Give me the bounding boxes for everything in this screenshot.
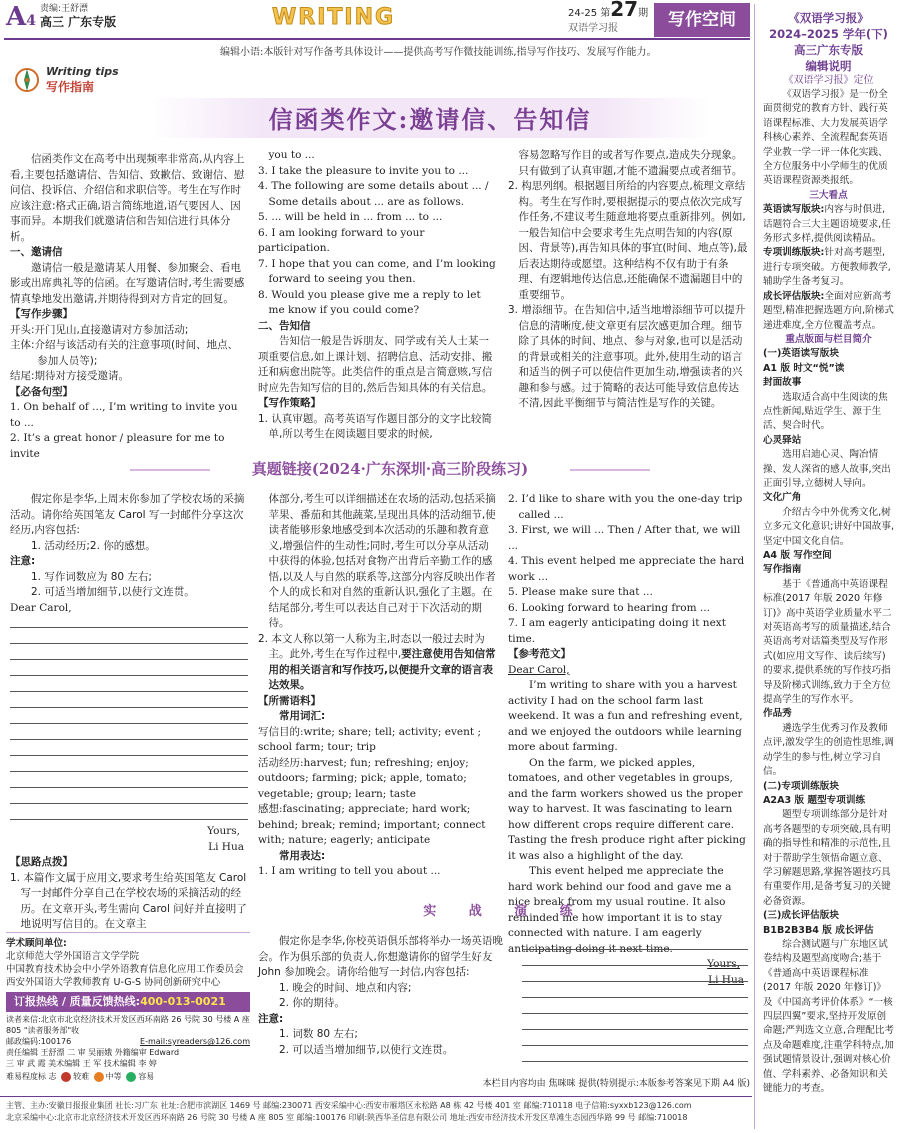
paper-name: 双语学习报 bbox=[568, 23, 618, 34]
highlight-text: 内容与时俱进,话题符合三大主题语境要求,任务形式多样,提供阅读精品。 bbox=[763, 204, 891, 245]
pattern-item: 4. The following are some details about ... / Some details about ... are as follows. bbox=[258, 180, 489, 208]
highlight-text: 针对高考题型,进行专项突破。方便教师教学,辅助学生备考复习。 bbox=[763, 247, 891, 288]
title-banner bbox=[150, 98, 710, 138]
expression-item: 4. This event helped me appreciate the hard work ... bbox=[508, 555, 745, 583]
model-salutation: Dear Carol, bbox=[508, 663, 570, 676]
thinking-continuation: 体部分,考生可以详细描述在农场的活动,包括采摘苹果、番茄和其他蔬菜,呈现出具体的活动细节,使读者能够形象地感受到本次活动的乐趣和教育意义,增强信件的生动性;同时,考生可以分享从活动中获得的体验,包括对食物产出背后辛勤工作的感悟,以及人与自然的联系等,这部分内容反映出作者个人的成长和对自然的重新认识,强化了主题。在结尾部分,考生可以表达自己对于下次活动的期待。 bbox=[268, 493, 496, 629]
task-item: 1. 活动经历;2. 你的感想。 bbox=[31, 539, 156, 552]
highlights-heading: 三大看点 bbox=[809, 189, 848, 201]
expression-item: 2. I’d like to share with you the one-day trip called ... bbox=[508, 493, 743, 521]
page-letter: A bbox=[6, 2, 27, 32]
practice-item: 2. 你的期待。 bbox=[279, 997, 345, 1009]
expression-item: 6. Looking forward to hearing from ... bbox=[508, 601, 710, 614]
steps-heading: 【写作步骤】 bbox=[10, 308, 73, 320]
strategy-item: 3. 增添细节。在告知信中,适当地增添细节可以提升信息的清晰度,使文章更有层次感更加合理。细节除了具体的时间、地点、参与对象,也可以是活动的背景或相关的注意事项。此外,使用生动的语言和适当的例子可以使信件更加生动,增强读者的兴趣和参与感。过于简略的表达可能导致信息传达不清,因此平衡细节与简洁性是写作的关键。 bbox=[508, 304, 746, 409]
model-paragraph: I’m writing to share with you a harvest activity I had on the school farm last weekend. It was a fun and refreshing event, and we enjoyed the outdoors while learning more about farming. bbox=[508, 679, 743, 753]
columns-heading: 重点版面与栏目简介 bbox=[785, 333, 872, 345]
positioning-heading: 《双语学习报》定位 bbox=[783, 75, 874, 86]
advisor-heading: 学术顾问单位: bbox=[6, 938, 67, 949]
column-heading: 作品秀 bbox=[763, 708, 792, 720]
invitation-paragraph: 邀请信一般是邀请某人用餐、参加聚会、看电影或出席典礼等的信函。在写邀请信时,考生需要感情真挚地发出邀请,并期待得到对方肯定的回复。 bbox=[10, 261, 245, 305]
positioning-text: 《双语学习报》是一份全面贯彻党的教育方针、践行英语课程标准、大力发展英语学科核心素养、全流程配套英语学业教一学一评一体化实践、全方位服务中小学师生的优质英语课程资源类报纸。 bbox=[763, 89, 888, 187]
exam-link-band bbox=[120, 456, 660, 484]
step-item: 主体:介绍与该活动有关的注意事项(时间、地点、参加人员等); bbox=[10, 339, 239, 367]
tips-en: Writing tips bbox=[46, 65, 119, 78]
task-prompt: 假定你是李华,上周末你参加了学校农场的采摘活动。请你给英国笔友 Carol 写一封邮件分享这次经历,内容包括: bbox=[10, 493, 245, 536]
expressions-heading: 常用表达: bbox=[279, 849, 326, 862]
issue-suffix: 期 bbox=[638, 8, 649, 19]
footer-line: 北京采编中心:北京市北京经济技术开发区西环南路 26 号院 30 号楼 A 座 805 室 邮编:100176 印刷:陕西华圣信息有限公司 地址:西安市经济技术开发区草滩生态园西华路 99 号 邮编:710018 bbox=[6, 1113, 688, 1122]
highlight-key: 专项训练版块: bbox=[763, 247, 825, 259]
column-2 bbox=[258, 148, 496, 443]
strategy-item: 2. 构思列纲。根据题目所给的内容要点,梳理文章结构。考生在写作时,要根据提示的要点依次完成写作任务,不建议考生随意地将要点重新排列。例如,一般告知信中会要求考生先点明告知的内容(原因、背景等),再告知具体的事宜(时间、地点等),最后表达期待或愿望。这种结构不仅有助于有条理、有逻辑地传达信息,还能确保不遗漏题目中的重要细节。 bbox=[508, 180, 748, 301]
strategy-heading: 【写作策略】 bbox=[258, 397, 321, 409]
column-text: 遴选学生优秀习作及教师点评,激发学生的创造性思维,调动学生的参与性,树立学习自信。 bbox=[763, 722, 894, 778]
task-note: 1. 写作词数应为 80 左右; bbox=[31, 570, 152, 583]
editor-note: 编辑小语:本版针对写作备考具体设计——提供高考写作微技能训练,指导写作技巧、发展写作能力。 bbox=[220, 47, 657, 58]
practice-note: 1. 词数 80 左右; bbox=[279, 1028, 358, 1040]
advisor-unit: 西安外国语大学教师教育 U-G-S 协同创新研究中心 bbox=[6, 977, 221, 988]
medium-icon bbox=[94, 1072, 104, 1082]
compass-icon bbox=[12, 64, 42, 100]
header-rule bbox=[4, 38, 750, 40]
sidebar-heading: 编辑说明 bbox=[805, 59, 852, 73]
postal-code: 邮政编码:100176 bbox=[6, 1037, 72, 1046]
task-note-heading: 注意: bbox=[10, 555, 36, 567]
expression-item: 7. I am eagerly anticipating doing it next time. bbox=[508, 617, 726, 645]
issue-number bbox=[568, 2, 648, 21]
vocab-item: 活动经历:harvest; fun; refreshing; enjoy; outdoors; farming; pick; apple, tomato; vegetable; group; learn; taste bbox=[258, 756, 469, 800]
thinking-item: 2. 本文人称以第一人称为主,时态以一般过去时为主。此外,考生在写作过程中, bbox=[258, 632, 485, 660]
notice-paragraph: 告知信一般是告诉朋友、同学或有关人士某一项重要信息,如上课计划、招聘信息、活动安排、搬迁和病愈出院等。此类信件的重点是言简意赅,写信时应先告知写信的目的,然后告知具体的有关信息。 bbox=[258, 335, 493, 394]
hotline-bar bbox=[6, 992, 250, 1012]
practice-item: 1. 晚会的时间、地点和内容; bbox=[279, 981, 412, 994]
email-link[interactable]: E-mail:syreaders@126.com bbox=[140, 1037, 250, 1046]
model-heading: 【参考范文】 bbox=[508, 648, 571, 660]
pattern-item: 1. On behalf of ..., I’m writing to invite you to ... bbox=[10, 401, 238, 429]
practice-title: 实 战 演 练 bbox=[423, 904, 587, 919]
advisor-box bbox=[6, 932, 250, 989]
issue-num: 27 bbox=[610, 0, 639, 21]
sentence-patterns-heading: 【必备句型】 bbox=[10, 385, 73, 398]
practice-answer-lines[interactable] bbox=[522, 938, 748, 1066]
expression-item: 1. I am writing to tell you about ... bbox=[258, 865, 441, 877]
edition-heading: A4 版 写作空间 bbox=[763, 550, 832, 561]
easy-icon bbox=[126, 1072, 136, 1082]
band-divider bbox=[570, 469, 650, 471]
practice-column bbox=[258, 934, 512, 1058]
page-title: 信函类作文:邀请信、告知信 bbox=[268, 105, 592, 134]
column-1 bbox=[10, 152, 248, 462]
header-meta bbox=[40, 3, 116, 31]
hotline-number: 400-013-0021 bbox=[140, 995, 226, 1008]
strategy-item: 1. 认真审题。高考英语写作题目部分的文字比较简单,所以考生在阅读题目要求的时候, bbox=[258, 412, 492, 440]
column-text: 选取适合高中生阅读的焦点性新闻,贴近学生、源于生活、契合时代。 bbox=[763, 391, 888, 432]
pattern-item: 8. Would you please give me a reply to let me know if you could come? bbox=[258, 288, 481, 316]
group-heading: (二)专项训练版块 bbox=[763, 780, 839, 792]
contact-box bbox=[6, 1014, 250, 1082]
section-heading-notice: 二、告知信 bbox=[258, 319, 311, 332]
section-heading-invitation: 一、邀请信 bbox=[10, 246, 63, 258]
difficulty-label: 难易程度标 志 bbox=[6, 1072, 57, 1081]
strategy-continuation: 容易忽略写作目的或者写作要点,造成失分现象。只有做到了认真审题,才能不遗漏要点或者细节。 bbox=[518, 149, 743, 177]
pattern-item: 2. It’s a great honor / pleasure for me to invite bbox=[10, 432, 225, 460]
pattern-item: 7. I hope that you can come, and I’m looking forward to seeing you then. bbox=[258, 257, 496, 285]
column-heading: 心灵驿站 bbox=[763, 434, 802, 446]
footer-line: 主管、主办:安徽日报报业集团 社长:习广东 社址:合肥市滨湖区 1469 号 邮编:230071 西安采编中心:西安市雁塔区永松路 A8 栋 42 号楼 401 室 邮编:710118 电子信箱:syxxb123@126.com bbox=[6, 1101, 692, 1110]
pattern-continuation: you to ... bbox=[268, 149, 315, 161]
staff-list: 三 审 武 霞 美术编辑 王 军 技术编辑 李 婷 bbox=[6, 1059, 157, 1068]
exam-link-title: 真题链接(2024·广东深圳·高三阶段练习) bbox=[251, 460, 529, 478]
sidebar-edition: 高三广东专版 bbox=[794, 43, 863, 57]
staff-list: 责任编辑 王舒漂 二 审 吴丽娥 外籍编审 Edward bbox=[6, 1048, 180, 1057]
column-heading: 文化广角 bbox=[763, 492, 802, 504]
editorial-sidebar bbox=[754, 4, 900, 1129]
model-paragraph: On the farm, we picked apples, tomatoes, and other vegetables in groups, and the farm workers showed us the proper way to harvest. It was fascinating to learn how different crops require different care. Tasting the fresh produce right after picking it was also a highlight of the day. bbox=[508, 756, 746, 862]
group-heading: (一)英语读写版块 bbox=[763, 348, 839, 360]
column-text: 综合测试题与广东地区试卷结构及题型高度吻合;基于《普通高中英语课程标准(2017 年版 2020 年修订)》及《中国高考评价体系》“一核四层四翼”要求,坚持开发原创命题;严判选文立意,合理配比考点及命题难度,注重学科特点,加强试题情景设计,强调对核心价值、学科素养、必备知识和关键能力的考查。 bbox=[763, 938, 895, 1095]
pattern-item: 3. I take the pleasure to invite you to ... bbox=[258, 164, 469, 177]
answer-lines[interactable] bbox=[10, 616, 248, 820]
vocab-item: 写信目的:write; share; tell; activity; event ; school farm; tour; trip bbox=[258, 725, 482, 753]
writing-tips-logo bbox=[12, 62, 122, 102]
edition-heading: A1 版 时文“悦”读 bbox=[763, 362, 845, 374]
step-item: 开头:开门见山,直接邀请对方参加活动; bbox=[10, 323, 189, 336]
column-heading: 封面故事 bbox=[763, 377, 802, 389]
expression-item: 5. Please make sure that ... bbox=[508, 586, 653, 598]
sidebar-year: 2024–2025 学年(下) bbox=[769, 27, 888, 41]
intro-paragraph: 信函类作文在高考中出现频率非常高,从内容上看,主要包括邀请信、告知信、致歉信、致谢信、慰问信、投诉信、介绍信和求职信等。考生在写作时应该注意:格式正确,语言简练地道,语气要因人、因事而异。本期我们就邀请信和告知信进行具体分析。 bbox=[10, 153, 245, 243]
difficulty-easy: 容易 bbox=[138, 1072, 155, 1081]
practice-note-heading: 注意: bbox=[258, 1012, 284, 1025]
difficulty-medium: 中等 bbox=[105, 1072, 122, 1081]
vocab-item: 感想:fascinating; appreciate; hard work; behind; break; remind; important; connect with; nature; eagerly; anticipate bbox=[258, 803, 486, 846]
issue-prefix: 24-25 第 bbox=[568, 8, 611, 19]
reader-letters: 读者来信:北京市北京经济技术开发区西环南路 26 号院 30 号楼 A 座 805 "读者服务部"收 bbox=[6, 1015, 250, 1035]
hard-icon bbox=[61, 1072, 71, 1082]
sidebar-title: 《双语学习报》 bbox=[788, 11, 869, 25]
tips-cn: 写作指南 bbox=[46, 80, 95, 94]
column-3 bbox=[508, 148, 748, 412]
highlight-key: 成长评估版块: bbox=[763, 290, 825, 302]
signature: Li Hua bbox=[208, 840, 244, 853]
salutation: Dear Carol, bbox=[10, 601, 72, 614]
page-label bbox=[6, 2, 36, 36]
step-item: 结尾:期待对方接受邀请。 bbox=[10, 370, 130, 382]
task-note: 2. 可适当增加细节,以使行文连贯。 bbox=[31, 586, 195, 598]
group-heading: (三)成长评估版块 bbox=[763, 910, 839, 922]
pattern-item: 5. ... will be held in ... from ... to ... bbox=[258, 211, 443, 223]
model-signature: Li Hua bbox=[708, 973, 744, 986]
advisor-unit: 中国教育技术协会中小学外语教育信息化应用工作委员会 bbox=[6, 964, 244, 975]
closing: Yours, bbox=[207, 825, 240, 837]
section-wordmark: WRITING bbox=[272, 5, 396, 30]
words-heading: 常用词汇: bbox=[279, 710, 326, 722]
highlight-key: 英语读写版块: bbox=[763, 204, 825, 216]
column-text: 选用启迪心灵、陶冶情操、发人深省的感人故事,突出正面引导,立德树人导向。 bbox=[763, 449, 891, 489]
credit-line: 本栏目内容均由 焦咪咪 提供(特别提示:本版参考答案见下期 A4 版) bbox=[482, 1079, 750, 1089]
difficulty-hard: 较难 bbox=[73, 1072, 90, 1081]
column-text: 介绍古今中外优秀文化,树立多元文化意识;讲好中国故事,坚定中国文化自信。 bbox=[763, 506, 895, 547]
column-name: 写作空间 bbox=[654, 3, 750, 37]
column-text: 基于《普通高中英语课程标准(2017 年版 2020 年修订)》高中英语学业质量水平二对英语高考写的质量描述,结合英语高考对话篇类型及写作形式(如应用文写作、读后续写)的要求,提供系统的写作技巧指导及阶梯式训练,致力于全方位提高学生的写作水平。 bbox=[763, 578, 892, 706]
thinking-heading: 【思路点拨】 bbox=[10, 856, 73, 868]
page-number: 4 bbox=[26, 13, 36, 29]
practice-note: 2. 可以适当增加细节,以使行文连贯。 bbox=[279, 1043, 454, 1056]
model-paragraph: This event helped me appreciate the hard work behind our food and gave me a nice break from my usual routine. It also reminded me how important it is to stay connected with nature. I am eagerly anticipating doing it next time. bbox=[508, 865, 732, 955]
thinking-emphasis: 要注意使用告知信常用的相关语言和写作技巧,以便提升文章的语言表达效果。 bbox=[268, 648, 496, 691]
vocab-heading: 【所需语料】 bbox=[258, 694, 321, 707]
column-heading: 写作指南 bbox=[763, 564, 802, 576]
column-text: 题型专项训练部分是针对高考各题型的专项突破,具有明确的指导性和精准的示范性,且对于帮助学生领悟命题立意、学习解题思路,掌握答题技巧具有重要作用,是备考复习的关键必备资源。 bbox=[763, 809, 891, 907]
expression-item: 3. First, we will ... Then / After that, we will ... bbox=[508, 524, 741, 552]
task-column bbox=[10, 492, 248, 933]
edition-heading: A2A3 版 题型专项训练 bbox=[763, 794, 866, 806]
analysis-column bbox=[258, 492, 496, 880]
edition-label: 高三 广东专版 bbox=[40, 15, 117, 29]
model-closing: Yours, bbox=[707, 958, 740, 970]
pattern-item: 6. I am looking forward to your participation. bbox=[258, 226, 425, 254]
responsible-editor: 责编:王舒漂 bbox=[40, 4, 89, 14]
practice-prompt: 假定你是李华,你校英语俱乐部将举办一场英语晚会。作为俱乐部的负责人,你想邀请你的留学生好友 John 参加晚会。请你给他写一封信,内容包括: bbox=[258, 935, 503, 978]
hotline-label: 订报热线 / 质量反馈热线: bbox=[14, 995, 141, 1008]
thinking-item: 1. 本篇作文属于应用文,要求考生给英国笔友 Carol 写一封邮件分享自己在学校农场的采摘活动的经历。在文章开头,考生需向 Carol 问好并直接明了地说明写信目的。在文章主 bbox=[10, 871, 247, 930]
advisor-unit: 北京师范大学外国语言文学学院 bbox=[6, 951, 140, 962]
footer bbox=[0, 1096, 752, 1133]
edition-heading: B1B2B3B4 版 成长评估 bbox=[763, 924, 874, 936]
highlight-text: 全面对应新高考题型,精准把握选题方向,阶梯式递进难度,全方位覆盖考点。 bbox=[763, 290, 894, 331]
